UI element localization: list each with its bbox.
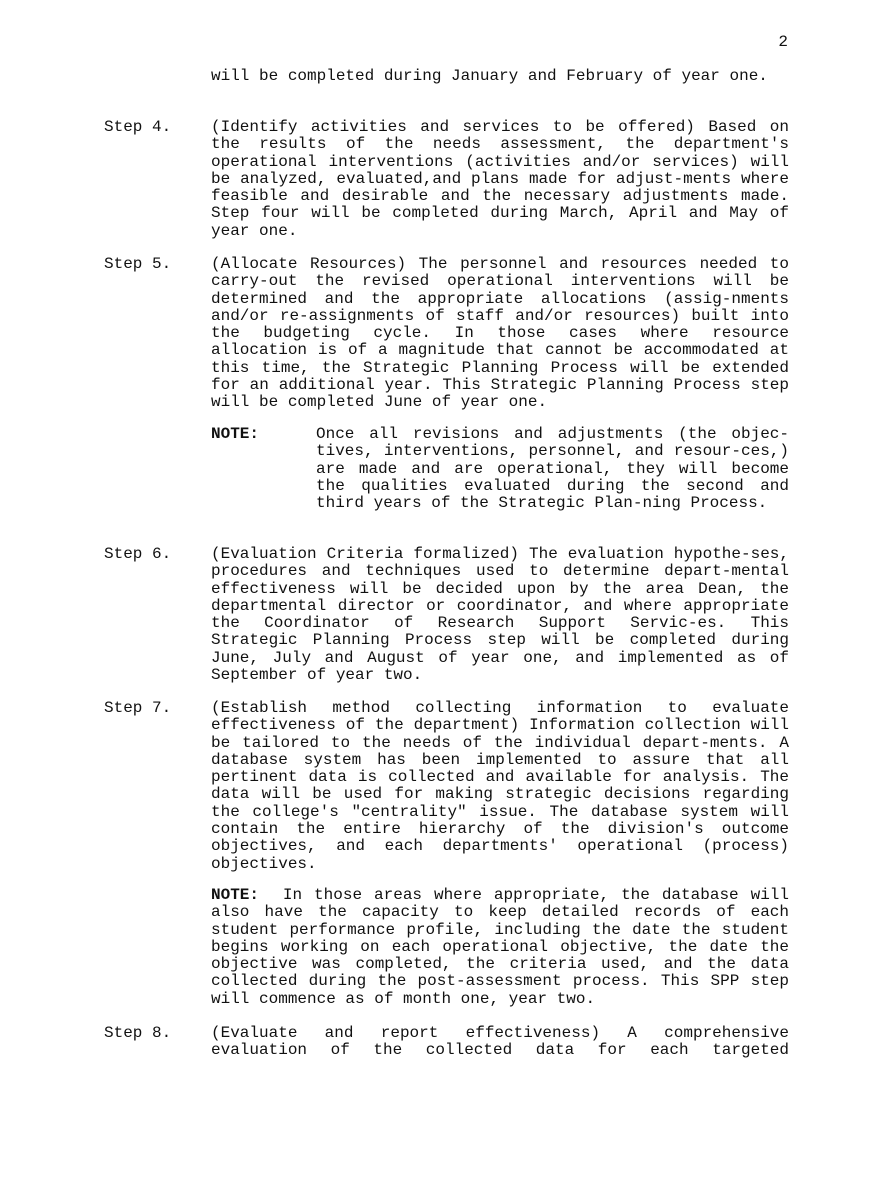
continuation-paragraph — [104, 68, 794, 85]
step-label: Step 5. — [104, 255, 172, 273]
step-7 — [104, 700, 794, 873]
step-label: Step 4. — [104, 118, 172, 136]
step-label: Step 7. — [104, 699, 172, 717]
note-paragraph — [211, 887, 789, 1008]
note-text: Once all revisions and adjustments (the objec-tives, interventions, personnel, and resour-ces,) are made and are operational, they will become the qualities evaluated during the second and third years of the Strategic Plan-ning Process. — [316, 425, 789, 513]
step-5 — [104, 256, 794, 412]
step-4 — [104, 119, 794, 240]
step-text: (Evaluate and report effectiveness) A comprehensive evaluation of the collected data for each targeted — [211, 1024, 789, 1060]
continuation-text: will be completed during January and February of year one. — [211, 67, 768, 85]
step-text: (Establish method collecting information to evaluate effectiveness of the department) Information collection will be tailored to the needs of the individual depart-ments. A database system has been implemented to assure that all pertinent data is collected and available for analysis. The data will be used for making strategic decisions regarding the college's "centrality" issue. The database system will contain the entire hierarchy of the division's outcome objectives, and each departments' operational (process) objectives. — [211, 699, 789, 873]
step-6 — [104, 546, 794, 684]
step-text: (Allocate Resources) The personnel and resources needed to carry-out the revised operational interventions will be determined and the appropriate allocations (assig-nments and/or re-assignments of staff and/or resources) built into the budgeting cycle. In those cases where resource allocation is of a magnitude that cannot be accommodated at this time, the Strategic Planning Process will be extended for an additional year. This Strategic Planning Process step will be completed June of year one. — [211, 255, 789, 412]
step-8 — [104, 1025, 794, 1060]
note-text: In those areas where appropriate, the database will also have the capacity to keep detailed records of each student performance profile, including the date the student begins working on each operational objective, the date the objective was completed, the criteria used, and the data collected during the post-assessment process. This SPP step will commence as of month one, year two. — [211, 886, 789, 1008]
step-7-note — [104, 887, 794, 1008]
step-label: Step 6. — [104, 545, 172, 563]
page-number: 2 — [778, 33, 788, 51]
step-text: (Identify activities and services to be offered) Based on the results of the needs assessment, the department's operational interventions (activities and/or services) will be analyzed, evaluated,and plans made for adjust-ments where feasible and desirable and the necessary adjustments made. Step four will be completed during March, April and May of year one. — [211, 118, 789, 240]
step-label: Step 8. — [104, 1024, 172, 1042]
note-label: NOTE: — [211, 886, 260, 904]
note-label: NOTE: — [211, 425, 260, 443]
step-text: (Evaluation Criteria formalized) The evaluation hypothe-ses, procedures and techniques used to determine depart-mental effectiveness will be decided upon by the area Dean, the departmental director or coordinator, and where appropriate the Coordinator of Research Support Servic-es. This Strategic Planning Process step will be completed during June, July and August of year one, and implemented as of September of year two. — [211, 545, 789, 685]
step-5-note — [104, 426, 794, 512]
